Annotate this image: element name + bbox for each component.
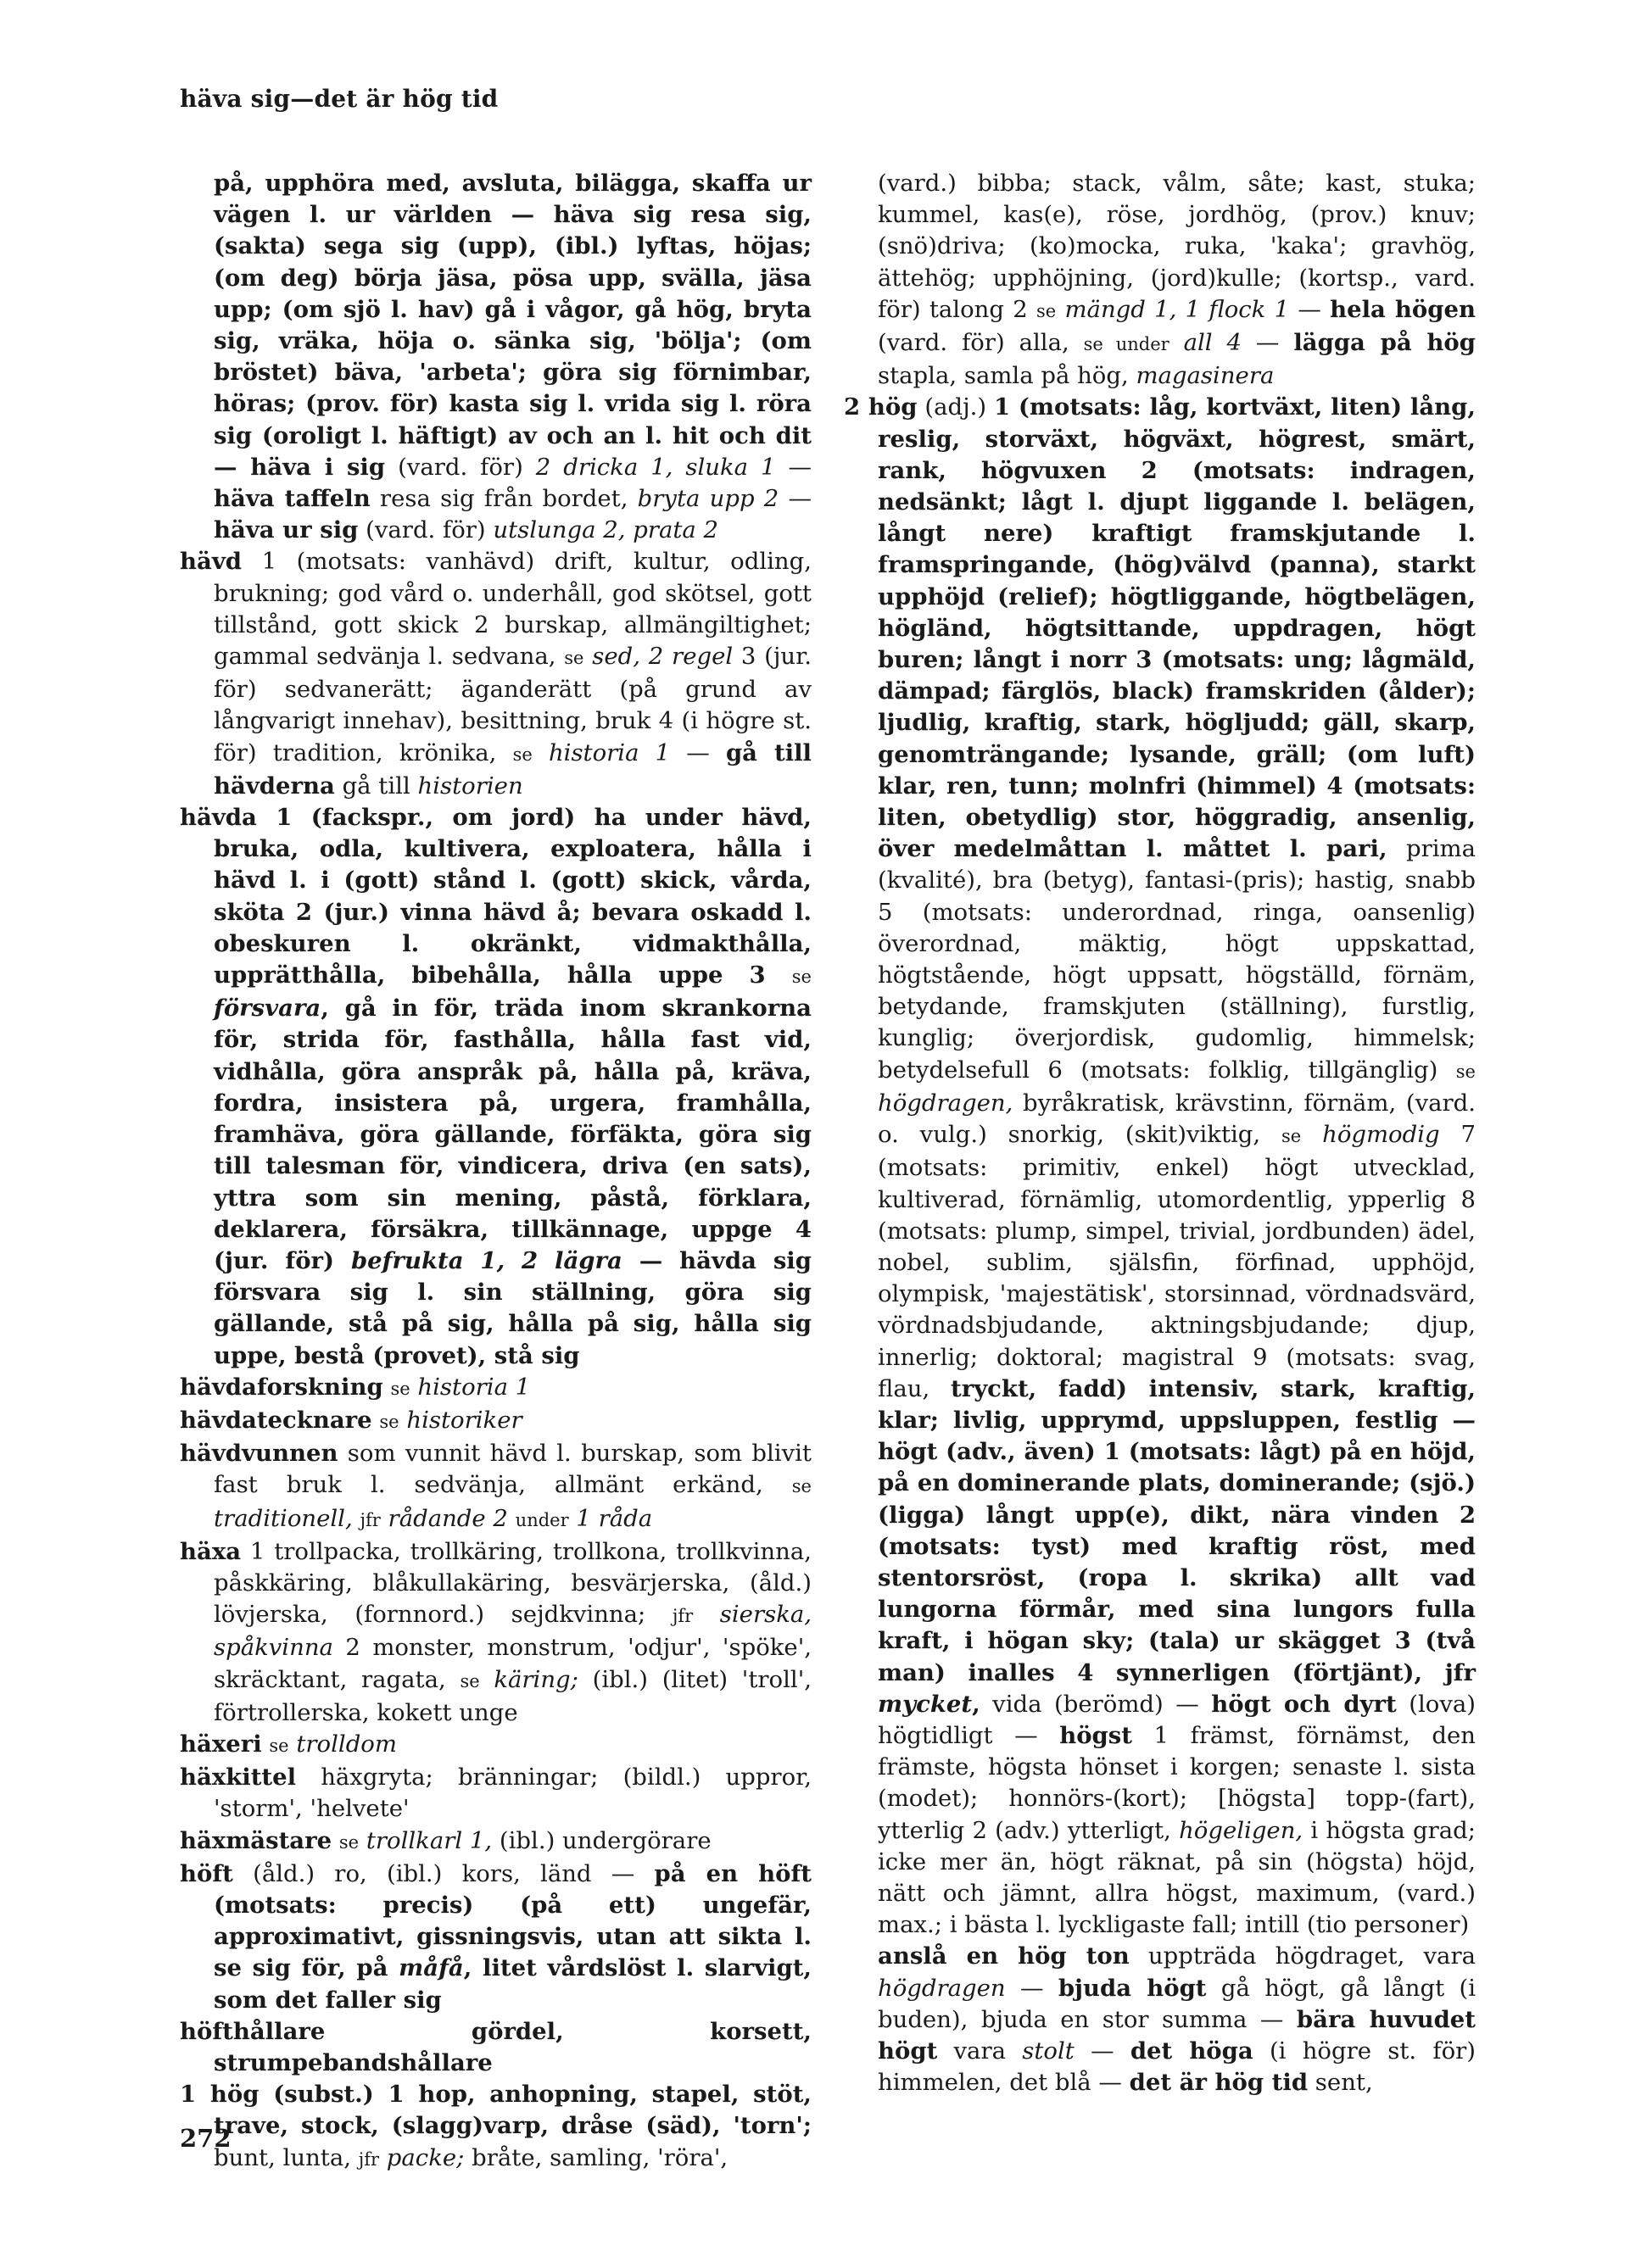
entry-text: mängd 1, 1 flock 1 [1064, 295, 1290, 323]
entry-text [480, 1666, 494, 1693]
entry-text [693, 1601, 720, 1628]
entry-text: — [1074, 2037, 1130, 2065]
entry-text: anslå en hög ton [878, 1942, 1130, 1970]
entry-text: bära huvudet högt [878, 2005, 1476, 2065]
entry-text: på en höft (motsats: precis) (på ett) ungefär, approximativt, gissningsvis, utan att sikta l. se sig för, på [214, 1859, 812, 1982]
entry-text [1301, 1121, 1322, 1148]
dictionary-entry [180, 2016, 812, 2079]
dictionary-entry [180, 1762, 812, 1825]
entry-text: — [779, 485, 812, 513]
entry-text: jfr [358, 2148, 380, 2170]
entry-text: se [338, 1831, 360, 1853]
entry-text: se [269, 1735, 289, 1756]
entry-text: 1 främst, förnämst, den främste, högsta hönset i korgen; senaste l. sista (modet); honnörs-(kort); [högsta] topp-(fart), ytterlig 2 (adv.) ytterligt, [878, 1721, 1476, 1844]
running-head: häva sig—det är hög tid [180, 85, 499, 113]
entry-text: käring; [494, 1665, 578, 1693]
entry-text: se [791, 967, 812, 988]
entry-text: historiker [406, 1406, 522, 1434]
entry-text: högmodig [1322, 1121, 1440, 1149]
entry-text [359, 1827, 366, 1854]
entry-text: gå till [334, 772, 418, 800]
entry-text: se [390, 1378, 410, 1399]
entry-text [533, 739, 549, 766]
entry-text: (subst.) 1 hop, anhopning, stapel, stöt, trave, stock, (slagg)varp, dråse (säd), 'torn'; [214, 2081, 812, 2140]
entry-text: utslunga 2, prata 2 [493, 516, 719, 544]
entry-text: trollkarl 1, [366, 1826, 493, 1854]
entry-text: det är hög tid [1129, 2069, 1309, 2097]
entry-text: högeligen, [1179, 1816, 1303, 1844]
entry-text: 3 (jur. för) sedvanerätt; äganderätt (på grund av långvarigt innehav), besittning, bruk 4 (i högre st. för) tradition, krönika, [214, 643, 812, 766]
entry-text: häva sig [553, 201, 672, 229]
dictionary-entry [180, 2079, 812, 2176]
dictionary-entry [180, 1405, 812, 1438]
entry-text: — [1241, 329, 1294, 357]
headword: höfthållare [180, 2017, 326, 2045]
entry-text: se [1281, 1126, 1302, 1147]
entry-text: det höga [1130, 2037, 1253, 2065]
entry-text: i högsta grad; icke mer än, högt räknat, på sin (högsta) höjd, nätt och jämnt, allra högst, maximum, (vard.) max.; i bästa l. lyckligaste fall; intill (tio personer) [878, 1816, 1476, 1939]
entry-text: jfr [360, 1509, 381, 1530]
entry-text: lägga på hög [1293, 329, 1476, 357]
headword: höft [180, 1859, 233, 1887]
entry-text: 1 (motsats: låg, kortväxt, liten) lång, reslig, storväxt, högväxt, högrest, smärt, rank, högvuxen 2 (motsats: indragen, nedsänkt; lågt l. djupt liggande l. belägen, långt nere) kraftigt framskjutande l. framspringande, (hög)välvd (panna), starkt upphöjd (relief); högtliggande, högtbelägen, högländ, högtsittande, uppdragen, högt buren; långt i norr 3 (motsats: ung; lågmäld, dämpad; färglös, black) framskriden (ålder); ljudlig, kraftig, stark, högljudd; gäll, skarp, genomträngande; lysande, gräll; (om luft) klar, ren, tunn; molnfri (himmel) 4 (motsats: liten, obetydlig) stor, höggradig, ansenlig, över medelmåttan l. måttet l. pari, [878, 393, 1476, 863]
entry-text: — hävda sig försvara sig l. sin ställning, göra sig gällande, stå på sig, hålla på sig, hålla sig uppe, bestå (provet), stå sig [214, 1246, 812, 1369]
entry-text: historia 1 [548, 738, 671, 766]
headword: hävd [180, 548, 243, 576]
entry-text: häva i sig [250, 453, 386, 481]
entry-text: sed, 2 regel [592, 643, 734, 671]
entry-text [1056, 296, 1064, 323]
entry-text: högt och dyrt [1211, 1690, 1397, 1718]
entry-continuation [180, 168, 812, 546]
entry-text: resa sig, (sakta) sega sig (upp), (ibl.) lyftas, höjas; (om deg) börja jäsa, pösa upp, svälla, jäsa upp; (om sjö l. hav) gå i vågor, gå hög, bryta sig, vräka, höja o. sänka sig, 'bölja'; (om bröstet) bäva, 'arbeta'; göra sig förnimbar, höras; (prov. för) kasta sig l. vrida sig l. röra sig (oroligt l. häftigt) av och an l. hit och dit — [214, 201, 812, 481]
dictionary-entry [180, 1438, 812, 1536]
dictionary-entry [180, 802, 812, 1372]
entry-text: sent, [1308, 2069, 1373, 2097]
entry-text: byråkratisk, krävstinn, förnäm, (vard. o. vulg.) snorkig, (skit)viktig, [878, 1089, 1476, 1149]
entry-text: historien [417, 772, 523, 800]
entry-text: traditionell, [214, 1504, 353, 1532]
dictionary-entry [844, 392, 1476, 1941]
entry-text: gördel, korsett, strumpebandshållare [214, 2017, 812, 2076]
entry-continuation [844, 1941, 1476, 2098]
entry-text: bunt, lunta, [214, 2143, 359, 2171]
entry-text [508, 1505, 516, 1532]
entry-text: mycket [878, 1690, 973, 1718]
entry-text: under [515, 1509, 569, 1530]
entry-text: 1 trollpacka, trollkäring, trollkona, trollkvinna, påskkäring, blåkullakäring, besvärjerska, (åld.) lövjerska, (fornnord.) sejdkvinna; [214, 1537, 812, 1629]
entry-text: tryckt, fadd) intensiv, stark, kraftig, klar; livlig, upprymd, uppsluppen, festlig — högt (adv., även) 1 (motsats: lågt) på en höjd, på en dominerande plats, dominerande; (sjö.) (ligga) långt upp(e), dikt, nära vinden 2 (motsats: tyst) med kraftig röst, med stentorsröst, (ropa l. skrika) allt vad lungorna förmår, med sina lungors fulla kraft, i högan sky; (tala) ur skägget 3 (två man) inalles 4 synnerligen (förtjänt), jfr [878, 1374, 1476, 1686]
entry-text: se [379, 1411, 399, 1432]
entry-text: (ibl.) (litet) 'troll', förtrollerska, kokett unge [214, 1665, 812, 1726]
entry-text: packe; [386, 2143, 465, 2171]
entry-text: stolt [1022, 2037, 1075, 2065]
entry-text [584, 643, 593, 670]
headword: häxkittel [180, 1764, 297, 1792]
entry-text: trolldom [296, 1730, 397, 1758]
entry-text: högdragen [878, 1974, 1006, 2002]
entry-text: häxgryta; bränningar; (bildl.) uppror, 'storm', 'helvete' [214, 1764, 812, 1823]
entry-text: 7 (motsats: primitiv, enkel) högt utvecklad, kultiverad, förnämlig, utomordentlig, ypperlig 8 (motsats: plump, simpel, trivial, jordbunden) ädel, nobel, sublim, själsfin, förfinad, upphöjd, olympisk, 'majestätisk', storsinnad, vördnadsvärd, vördnadsbjudande, aktningsbjudande; djup, innerlig; doktoral; magistral 9 (motsats: svag, flau, [878, 1121, 1476, 1402]
entry-text: — [775, 453, 812, 481]
headword: hävdvunnen [180, 1440, 338, 1468]
entry-text: — [1005, 1974, 1058, 2002]
entry-text: , litet vårdslöst l. slarvigt, som det faller sig [214, 1954, 812, 2014]
entry-text: prima (kvalité), bra (betyg), fantasi-(pris); hastig, snabb 5 (motsats: underordnad, ringa, oansenlig) överordnad, mäktig, högt uppskattad, högtstående, högt uppsatt, högställd, förnäm, betydande, framskjuten (ställning), furstlig, kunglig; överjordisk, gudomlig, himmelsk; betydelsefull 6 (motsats: folklig, tillgänglig) [878, 835, 1476, 1084]
entry-text: högdragen, [878, 1089, 1013, 1117]
entry-text: sierska, spåkvinna [214, 1601, 812, 1662]
headword: häxa [180, 1537, 242, 1565]
entry-text: vida (berömd) — [980, 1690, 1212, 1718]
entry-text [332, 1827, 339, 1854]
entry-text: historia 1 [417, 1373, 531, 1401]
entry-text: se [1035, 300, 1057, 321]
dictionary-entry [180, 546, 812, 802]
entry-text: se under [1083, 334, 1169, 355]
dictionary-entry [180, 1825, 812, 1858]
entry-text: vara [937, 2037, 1023, 2065]
entry-text: uppträda högdraget, vara [1129, 1942, 1476, 1970]
entry-text: som vunnit hävd l. burskap, som blivit fast bruk l. sedvänja, allmänt erkänd, [214, 1440, 812, 1499]
headword: hävdaforskning [180, 1373, 383, 1401]
entry-text: 1 (fackspr., om jord) ha under hävd, bruka, odla, kultivera, exploatera, hålla i hävd l. i (gott) stånd l. (gott) skick, vårda, sköta 2 (jur.) vinna hävd å; bevara oskadd l. obeskuren l. okränkt, vidmakthålla, upprätthålla, bibehålla, hålla uppe 3 [214, 804, 812, 989]
entry-text: se [460, 1670, 480, 1691]
entry-text: se [564, 648, 584, 669]
entry-text: se [1455, 1061, 1476, 1082]
dictionary-entry [180, 1536, 812, 1729]
entry-text: , [972, 1690, 980, 1718]
entry-text: gå högt, gå långt (i buden), bjuda en stor summa — [878, 1974, 1476, 2033]
dictionary-entry [180, 1729, 812, 1762]
dictionary-entry [180, 1858, 812, 2016]
entry-text: (i högre st. för) himmelen, det blå — [878, 2037, 1476, 2097]
entry-text: försvara [214, 995, 321, 1023]
entry-text: 2 dricka 1, sluka 1 [535, 453, 776, 481]
entry-text: se [512, 744, 533, 765]
entry-text: , gå in för, träda inom skrankorna för, strida för, fasthålla, hålla fast vid, vidhålla, göra anspråk på, hålla på, kräva, fordra, insistera på, urgera, framhålla, framhäva, göra gällande, förfäkta, göra sig till talesman för, vindicera, driva (en sats), yttra som sin mening, påstå, förklara, deklarera, försäkra, tillkännage, uppge 4 (jur. för) [214, 995, 812, 1274]
entry-text: befrukta 1, 2 lägra [350, 1246, 622, 1274]
entry-text: bråte, samling, 'röra', [464, 2143, 728, 2171]
entry-text: jfr [672, 1606, 694, 1627]
entry-text: häva taffeln [214, 485, 371, 513]
column-right [844, 168, 1476, 2098]
entry-text: 2 monster, monstrum, 'odjur', 'spöke', skräcktant, ragata, [214, 1634, 812, 1693]
entry-text [379, 2144, 387, 2171]
page-number: 272 [180, 2124, 232, 2153]
entry-text: resa sig från bordet, [370, 485, 638, 513]
entry-text: bjuda högt [1058, 1974, 1207, 2002]
entry-text: högst [1059, 1721, 1132, 1749]
entry-text: (vard. för) alla, [878, 329, 1084, 357]
entry-text: (lova) högtidligt — [878, 1690, 1476, 1749]
headword: 2 hög [844, 393, 918, 421]
entry-text: se [791, 1476, 812, 1497]
entry-text: häva ur sig [214, 516, 359, 544]
headword: 1 hög [180, 2081, 260, 2109]
entry-text: stapla, samla på hög, [878, 362, 1136, 390]
entry-continuation [844, 168, 1476, 392]
entry-text: — [1289, 295, 1331, 323]
entry-text: 1 råda [576, 1504, 653, 1532]
headword: hävdatecknare [180, 1406, 372, 1434]
entry-text: 1 (motsats: vanhävd) drift, kultur, odling, brukning; god vård o. underhåll, god skötsel, gott tillstånd, gott skick 2 burskap, allmängiltighet; gammal sedvänja l. sedvana, [214, 548, 812, 671]
entry-text: bryta upp 2 [637, 485, 779, 513]
headword: hävda [180, 804, 257, 832]
entry-text: (ibl.) undergörare [492, 1826, 712, 1854]
entry-text: gå till hävderna [214, 738, 812, 800]
dictionary-entry [180, 1372, 812, 1405]
entry-text: (vard. för) [385, 453, 536, 481]
entry-text: (vard.) bibba; stack, vålm, såte; kast, stuka; kummel, kas(e), röse, jordhög, (prov.) knuv; (snö)driva; (ko)mocka, ruka, 'kaka'; gravhög, ättehög; upphöjning, (jord)kulle; (kortsp., vard. för) talong 2 [878, 170, 1476, 323]
entry-text [381, 1505, 388, 1532]
entry-text: — [670, 738, 726, 766]
entry-text: (åld.) ro, (ibl.) kors, länd — [232, 1859, 655, 1887]
headword: häxmästare [180, 1826, 332, 1854]
entry-text: hela högen [1330, 295, 1476, 323]
entry-text: all 4 [1183, 329, 1242, 357]
entry-text [1169, 329, 1184, 356]
entry-text: måfå [399, 1954, 464, 1982]
entry-text: (vard. för) [358, 516, 494, 544]
entry-text: magasinera [1136, 362, 1275, 390]
entry-text: rådande 2 [388, 1504, 508, 1532]
column-left [180, 168, 812, 2176]
headword: häxeri [180, 1730, 262, 1758]
entry-text: på, upphöra med, avsluta, bilägga, skaffa ur vägen l. ur världen — [214, 170, 812, 229]
entry-text: (adj.) [917, 393, 995, 421]
